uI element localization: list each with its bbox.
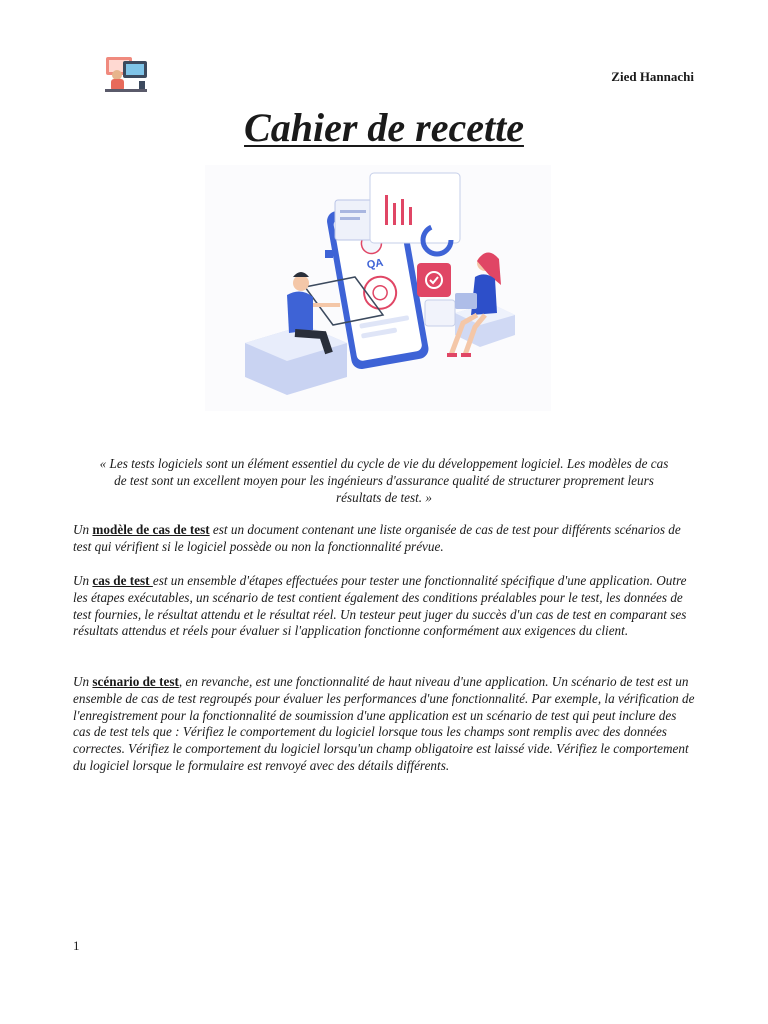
computer-workstation-logo-icon: [103, 55, 149, 95]
qa-testing-illustration: [205, 165, 551, 411]
term-test-scenario: scénario de test: [92, 674, 179, 689]
paragraph-test-scenario: [73, 674, 695, 775]
paragraph-text: est un ensemble d'étapes effectuées pour tester une fonctionnalité spécifique d'une application. Outre les étapes exécutables, un scénario de test contient également des conditions préalables pour le test, les données de test fournies, le résultat attendu et le résultat réel. Un testeur peut juger du succès d'un cas de test en comparant ses résultats attendus et réels pour évaluer si l'application fonctionne conformément aux exigences du client.: [73, 573, 687, 639]
document-title: Cahier de recette: [244, 105, 524, 150]
term-test-case: cas de test: [92, 573, 153, 588]
qa-badge-label: QA: [365, 256, 385, 272]
paragraph-test-case-template: [73, 522, 695, 556]
paragraph-prefix: Un: [73, 522, 93, 537]
paragraph-prefix: Un: [73, 674, 93, 689]
intro-quote: « Les tests logiciels sont un élément essentiel du cycle de vie du développement logiciel. Les modèles de cas de test sont un excellent moyen pour les ingénieurs d'assurance qualité de structurer proprement leurs résultats de test. »: [99, 456, 669, 505]
author-name: Zied Hannachi: [611, 69, 694, 84]
page-number: 1: [73, 938, 80, 953]
paragraph-text: , en revanche, est une fonctionnalité de haut niveau d'une application. Un scénario de test est un ensemble de cas de test regroupés pour évaluer les performances d'une fonctionnalité. Par exemple, la vérification de l'enregistrement pour la fonctionnalité de soumission d'une application est un scénario de test qui peut inclure des cas de test tels que : Vérifiez le comportement du logiciel lorsque tous les champs sont remplis avec des données correctes. Vérifiez le comportement du logiciel lorsqu'un champ obligatoire est laissé vide. Vérifiez le comportement du logiciel lorsque le formulaire est renvoyé avec des détails différents.: [73, 674, 695, 773]
paragraph-test-case: [73, 573, 695, 640]
term-test-case-template: modèle de cas de test: [92, 522, 210, 537]
paragraph-prefix: Un: [73, 573, 93, 588]
paragraph-text: est un document contenant une liste organisée de cas de test pour différents scénarios de test qui vérifient si le logiciel possède ou non la fonctionnalité prévue.: [73, 522, 681, 554]
